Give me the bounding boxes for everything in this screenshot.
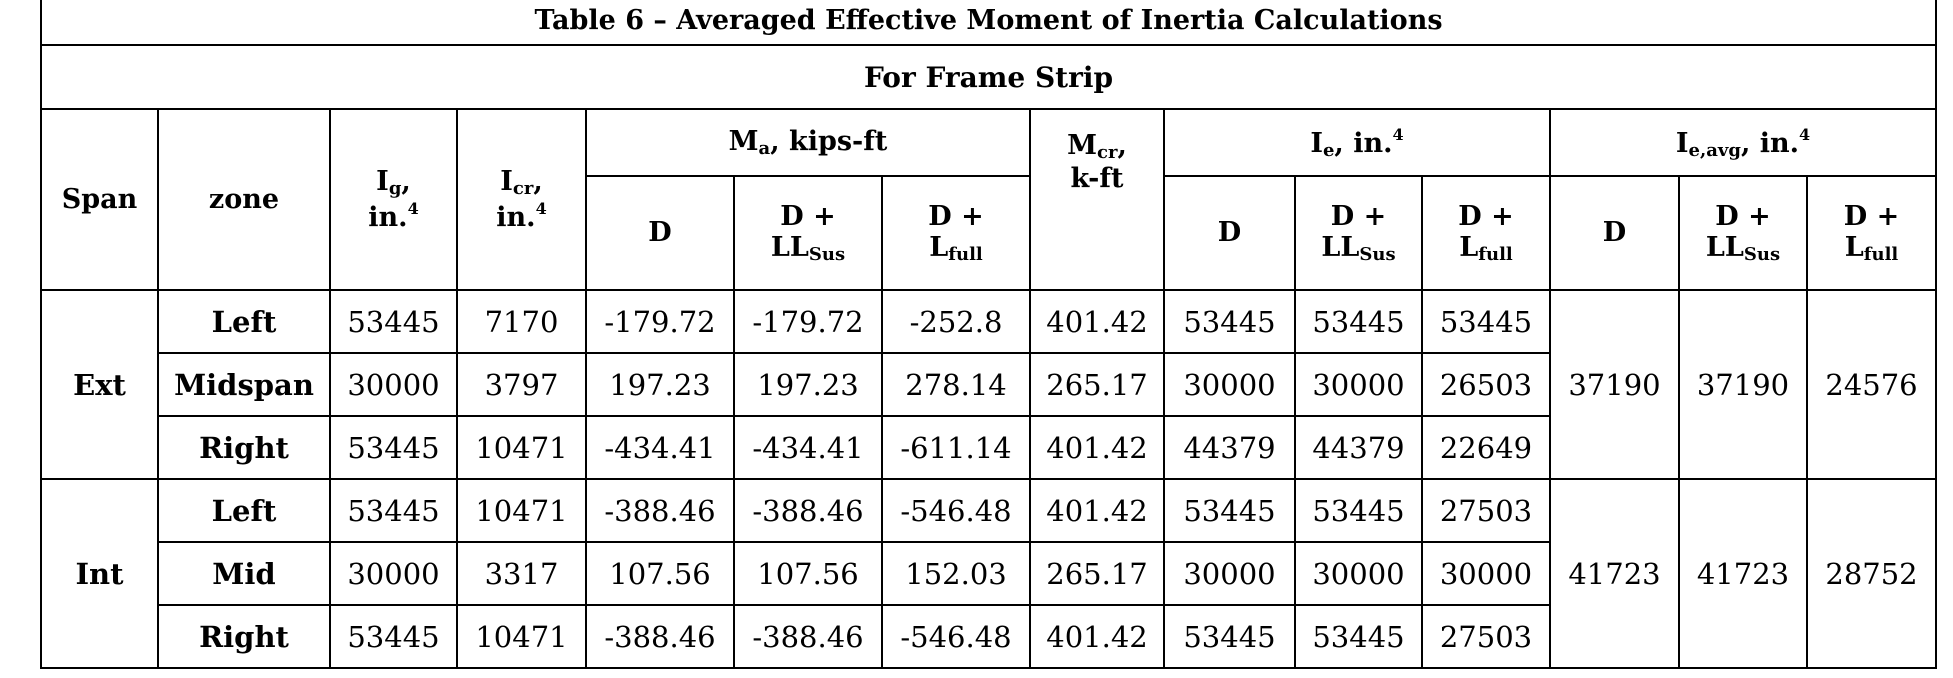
ie-d-llsus-value: 30000 [1295,353,1422,416]
header-ie-d-llsus: D + $LL_{Sus}$ [1295,176,1422,290]
ie-d-llsus-value: 53445 [1295,605,1422,668]
ig-value: 53445 [330,290,457,353]
ig-value: 53445 [330,416,457,479]
header-ieavg-d-lfull: D + $L_{full}$ [1807,176,1936,290]
header-ma-d-llsus: D + $LL_{Sus}$ [734,176,882,290]
zone-label: Right [158,605,330,668]
ma-d-lfull-value: 278.14 [882,353,1030,416]
ma-d-lfull-value: -546.48 [882,479,1030,542]
span-label: Ext [41,290,158,479]
ig-value: 30000 [330,353,457,416]
ie-d-lfull-value: 27503 [1422,479,1550,542]
ie-d-value: 30000 [1164,353,1295,416]
header-ma-d-lfull: D + $L_{full}$ [882,176,1030,290]
ma-d-llsus-value: 197.23 [734,353,882,416]
ma-d-llsus-value: -179.72 [734,290,882,353]
table-row [41,479,1936,542]
ma-d-lfull-value: 152.03 [882,542,1030,605]
ie-d-llsus-value: 53445 [1295,290,1422,353]
ma-d-value: 197.23 [586,353,734,416]
header-ig: $I_g$, in.$^4$ [330,109,457,290]
ma-d-llsus-value: -388.46 [734,479,882,542]
ma-d-llsus-value: -388.46 [734,605,882,668]
inertia-table [40,0,1937,669]
icr-value: 10471 [457,416,586,479]
mcr-value: 265.17 [1030,353,1164,416]
mcr-value: 401.42 [1030,290,1164,353]
mcr-value: 401.42 [1030,416,1164,479]
table-title: Table 6 – Averaged Effective Moment of Inertia Calculations [41,0,1936,45]
ie-d-llsus-value: 30000 [1295,542,1422,605]
header-icr: $I_{cr}$, in.$^4$ [457,109,586,290]
zone-label: Midspan [158,353,330,416]
header-ie-d-lfull: D + $L_{full}$ [1422,176,1550,290]
header-ie-group: $I_e$, in.$^4$ [1164,109,1550,176]
icr-value: 3797 [457,353,586,416]
icr-value: 3317 [457,542,586,605]
icr-value: 7170 [457,290,586,353]
zone-label: Right [158,416,330,479]
ie-d-lfull-value: 26503 [1422,353,1550,416]
ie-d-value: 44379 [1164,416,1295,479]
ma-d-lfull-value: -611.14 [882,416,1030,479]
header-ie-d: D [1164,176,1295,290]
mcr-value: 265.17 [1030,542,1164,605]
header-mcr: $M_{cr}$, k-ft [1030,109,1164,290]
ma-d-llsus-value: 107.56 [734,542,882,605]
span-label: Int [41,479,158,668]
icr-value: 10471 [457,605,586,668]
ig-value: 30000 [330,542,457,605]
table-frame [40,0,1935,669]
ma-d-lfull-value: -252.8 [882,290,1030,353]
ie-d-lfull-value: 30000 [1422,542,1550,605]
ie-d-lfull-value: 27503 [1422,605,1550,668]
zone-label: Left [158,290,330,353]
header-zone: zone [158,109,330,290]
table-row [41,290,1936,353]
ie-d-value: 53445 [1164,605,1295,668]
ie-d-value: 30000 [1164,542,1295,605]
ieavg-d-lfull-value: 28752 [1807,479,1936,668]
header-ieavg-group: $I_{e,avg}$, in.$^4$ [1550,109,1936,176]
ie-d-llsus-value: 53445 [1295,479,1422,542]
header-span: Span [41,109,158,290]
ieavg-d-llsus-value: 37190 [1679,290,1807,479]
ma-d-value: -434.41 [586,416,734,479]
ie-d-value: 53445 [1164,479,1295,542]
ieavg-d-llsus-value: 41723 [1679,479,1807,668]
ie-d-value: 53445 [1164,290,1295,353]
mcr-value: 401.42 [1030,479,1164,542]
zone-label: Left [158,479,330,542]
zone-label: Mid [158,542,330,605]
ma-d-value: -388.46 [586,479,734,542]
header-ma-group: $M_a$, kips-ft [586,109,1030,176]
ieavg-d-value: 37190 [1550,290,1679,479]
ie-d-lfull-value: 53445 [1422,290,1550,353]
ieavg-d-lfull-value: 24576 [1807,290,1936,479]
ieavg-d-value: 41723 [1550,479,1679,668]
header-ieavg-d-llsus: D + $LL_{Sus}$ [1679,176,1807,290]
header-ma-d: D [586,176,734,290]
ma-d-value: -388.46 [586,605,734,668]
ma-d-value: 107.56 [586,542,734,605]
ma-d-lfull-value: -546.48 [882,605,1030,668]
header-ieavg-d: D [1550,176,1679,290]
table-subtitle: For Frame Strip [41,45,1936,109]
icr-value: 10471 [457,479,586,542]
mcr-value: 401.42 [1030,605,1164,668]
ie-d-lfull-value: 22649 [1422,416,1550,479]
ma-d-llsus-value: -434.41 [734,416,882,479]
ie-d-llsus-value: 44379 [1295,416,1422,479]
ig-value: 53445 [330,479,457,542]
ma-d-value: -179.72 [586,290,734,353]
ig-value: 53445 [330,605,457,668]
